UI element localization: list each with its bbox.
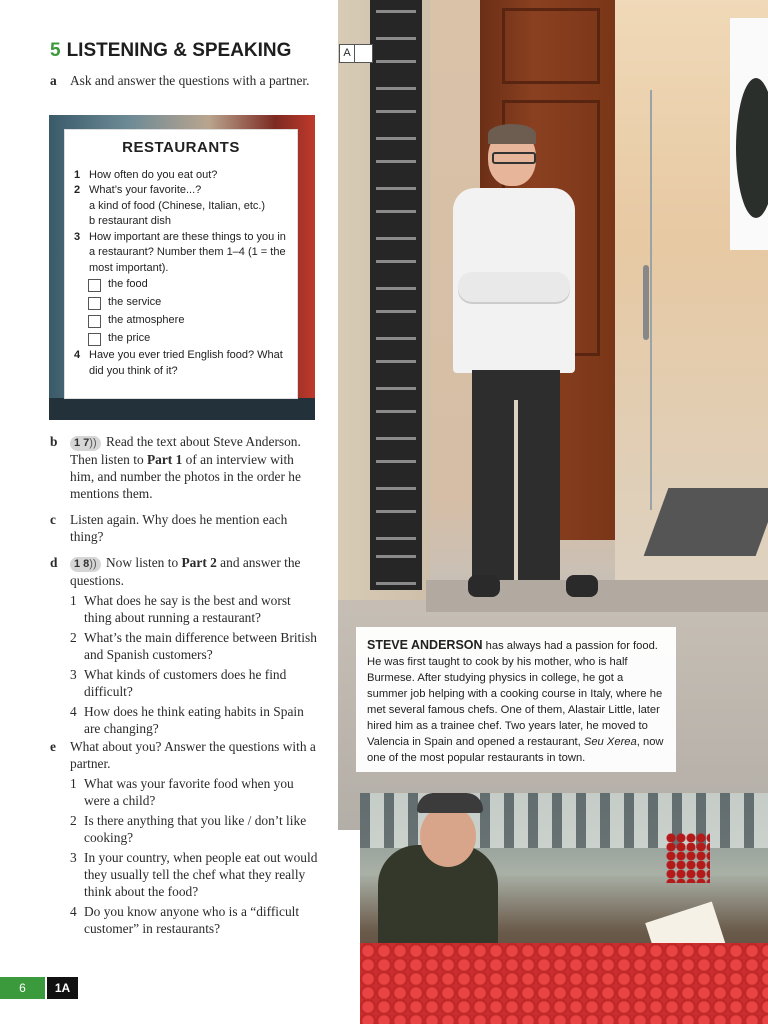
- card-option-b: b restaurant dish: [89, 215, 171, 227]
- audio-track-icon[interactable]: 1 7)): [70, 436, 101, 451]
- card-question-3: [65, 230, 289, 277]
- sub-text: What’s the main difference between British and Spanish customers?: [84, 630, 317, 662]
- checkbox-label: the food: [108, 278, 148, 291]
- card-title: RESTAURANTS: [122, 139, 240, 156]
- exercise-d: [50, 554, 318, 737]
- text-run: and answer the questions.: [70, 555, 301, 588]
- question-number: 2: [74, 184, 81, 196]
- audio-track-number: 1 7: [74, 437, 90, 449]
- text-bold: Part 2: [181, 555, 217, 570]
- market-photo: [360, 793, 768, 1024]
- question-number: 1: [74, 168, 81, 181]
- text-run: of an interview with him, and number the photos in the order he mentions them.: [70, 452, 301, 501]
- text-run: What about you? Answer the questions with a partner.: [70, 739, 316, 771]
- card-option-a: a kind of food (Chinese, Italian, etc.): [89, 199, 266, 212]
- exercise-c: [50, 511, 318, 545]
- audio-track-number: 1 8: [74, 558, 90, 570]
- exercise-text: [70, 738, 318, 937]
- strawberries: [360, 943, 768, 1024]
- exercise-e: [50, 738, 318, 937]
- sub-text: Do you know anyone who is a “difficult customer” in restaurants?: [84, 904, 300, 936]
- checkbox-label: the service: [108, 296, 162, 309]
- sub-number: 4: [70, 704, 77, 719]
- checkbox[interactable]: [88, 279, 101, 292]
- question-number: 3: [74, 230, 81, 243]
- photo-label: A: [340, 45, 355, 62]
- sub-question: [70, 849, 318, 900]
- exercise-letter: e: [50, 739, 56, 754]
- sub-text: What kinds of customers does he find difficult?: [84, 667, 287, 699]
- question-number: 4: [74, 349, 81, 361]
- bio-name: STEVE ANDERSON: [367, 638, 483, 652]
- sub-number: 3: [70, 667, 77, 682]
- exercise-letter: c: [50, 512, 56, 527]
- sub-question: [70, 703, 318, 737]
- sub-text: How does he think eating habits in Spain are changing?: [84, 704, 304, 736]
- sub-question: [70, 903, 318, 937]
- card-question-1: [65, 168, 289, 184]
- sub-number: 1: [70, 776, 77, 791]
- checkbox-row[interactable]: [65, 276, 297, 294]
- sub-number: 2: [70, 630, 77, 645]
- question-text: How often do you eat out?: [89, 168, 218, 181]
- exercise-letter: b: [50, 434, 58, 449]
- page-number: 6: [0, 977, 45, 999]
- section-heading: LISTENING & SPEAKING: [66, 40, 292, 61]
- sub-number: 3: [70, 850, 77, 865]
- audio-track-icon[interactable]: 1 8)): [70, 557, 101, 572]
- card-question-4: [65, 348, 289, 379]
- sub-number: 4: [70, 904, 77, 919]
- restaurant-name: Seu Xerea: [583, 736, 637, 748]
- sub-text: What was your favorite food when you were a child?: [84, 776, 294, 808]
- checkbox-label: the price: [108, 332, 151, 345]
- text-bold: Part 1: [146, 452, 183, 467]
- card-question-2: [65, 183, 289, 199]
- door-handle: [643, 265, 649, 340]
- checkbox-row[interactable]: [65, 312, 297, 330]
- question-text: Have you ever tried English food? What did you think of it?: [89, 349, 283, 377]
- exercise-letter: a: [50, 73, 57, 88]
- unit-tag: 1A: [47, 977, 78, 999]
- checkbox[interactable]: [88, 297, 101, 310]
- section-number: 5: [50, 40, 61, 61]
- section-title: [50, 40, 291, 62]
- sub-question: [70, 592, 318, 626]
- exercise-text: Ask and answer the questions with a partner.: [70, 73, 310, 88]
- exercise-b: [50, 433, 318, 502]
- photo-label-box[interactable]: [339, 44, 373, 63]
- sub-question: [70, 812, 318, 846]
- sub-number: 1: [70, 593, 77, 608]
- question-text: How important are these things to you in a restaurant? Number them 1–4 (1 = the most important).: [89, 230, 286, 274]
- sub-text: Is there anything that you like / don’t like cooking?: [84, 813, 307, 845]
- checkbox[interactable]: [88, 333, 101, 346]
- text-run: Read the text about Steve Anderson. Then listen to: [70, 434, 301, 467]
- sub-number: 2: [70, 813, 77, 828]
- bio-text: has always had a passion for food. He was first taught to cook by his mother, who is half Burmese. After studying physics in college, he got a summer job helping with a cooking course in Italy, where he met several famous chefs. One of them, Alastair Little, later hired him as a trainee chef. Two years later, he moved to Valencia in Spain and opened a restaurant,: [367, 640, 663, 748]
- sub-text: In your country, when people eat out would they usually tell the chef what they really think about the food?: [84, 850, 318, 899]
- exercise-text: [70, 433, 318, 502]
- sub-text: What does he say is the best and worst thing about running a restaurant?: [84, 593, 291, 625]
- restaurants-card: [65, 130, 297, 398]
- checkbox-row[interactable]: [65, 330, 297, 348]
- restaurant-sign-lettering: [370, 0, 422, 590]
- text-run: Now listen to: [105, 555, 182, 570]
- bio-text-box: [356, 627, 676, 772]
- checkbox[interactable]: [88, 315, 101, 328]
- checkbox-row[interactable]: [65, 294, 297, 312]
- sub-question: [70, 666, 318, 700]
- exercise-text: [70, 554, 318, 737]
- bio-text-end: , now one of the most popular restaurants in town.: [367, 736, 664, 764]
- exercise-letter: d: [50, 555, 58, 570]
- question-text: What’s your favorite...?: [89, 184, 202, 196]
- sub-question: [70, 629, 318, 663]
- checkbox-label: the atmosphere: [108, 314, 185, 327]
- exercise-a: [50, 72, 318, 89]
- sub-question: [70, 775, 318, 809]
- exercise-text: Listen again. Why does he mention each thing?: [70, 512, 288, 544]
